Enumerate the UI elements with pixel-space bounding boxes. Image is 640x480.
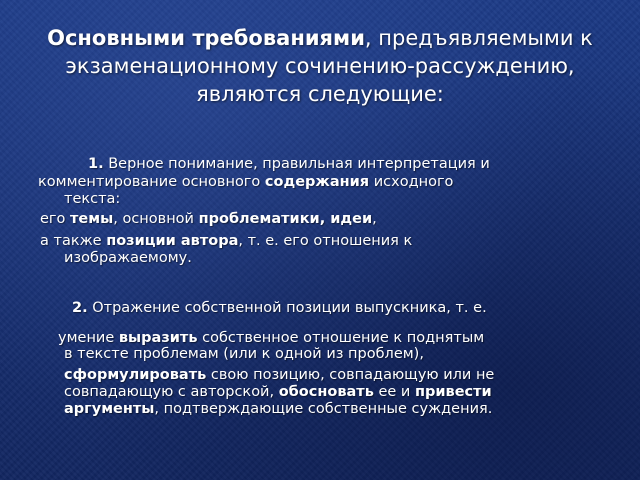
item2-number: 2.	[72, 300, 88, 316]
title-rest: , предъявляемыми к экзаменационному сочинению-рассуждению, являются следующие:	[65, 26, 593, 106]
title-bold: Основными требованиями	[47, 26, 365, 50]
item2-line4: сформулировать свою позицию, совпадающую или не	[64, 367, 495, 383]
item2-line3: в тексте проблемам (или к одной из проблем),	[64, 346, 424, 362]
item2-line6: аргументы, подтверждающие собственные суждения.	[64, 401, 493, 417]
item1-line1: 1. Верное понимание, правильная интерпретация и	[88, 156, 490, 172]
item2-line5: совпадающую с авторской, обосновать ее и привести	[64, 384, 492, 400]
item1-line5: а также позиции автора, т. е. его отношения к	[40, 233, 413, 249]
item1-line2: комментирование основного содержания исходного	[38, 174, 454, 190]
item2-line2: умение выразить собственное отношение к поднятым	[58, 330, 485, 346]
item1-line6: изображаемому.	[64, 250, 192, 266]
item1-line3: текста:	[64, 191, 121, 207]
slide-title	[40, 24, 600, 108]
item1-number: 1.	[88, 156, 104, 172]
item1-line4: его темы, основной проблематики, идеи,	[40, 211, 377, 227]
item2-line1: 2. Отражение собственной позиции выпускника, т. е.	[72, 300, 487, 316]
